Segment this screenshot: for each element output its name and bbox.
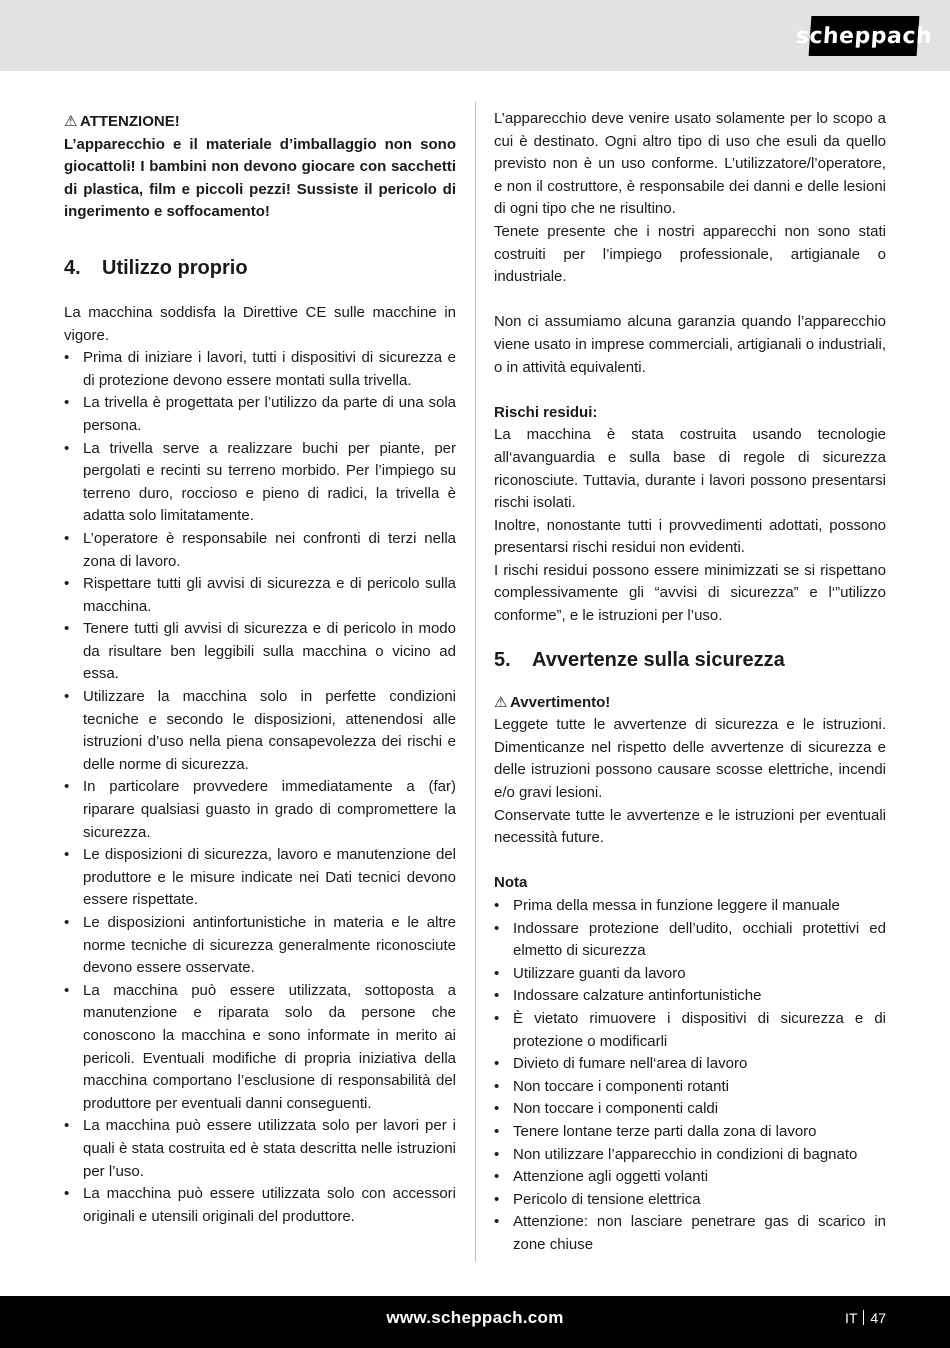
list-item: • Le disposizioni di sicurezza, lavoro e manutenzione del produttore e le misure indicate nei Dati tecnici devono essere rispettate. (64, 846, 456, 909)
list-item: • È vietato rimuovere i dispositivi di sicurezza e di protezione o modificarli (494, 1009, 886, 1050)
column-divider (475, 102, 476, 1262)
warning-title: ATTENZIONE! (80, 113, 180, 130)
list-item: • Indossare protezione dell’udito, occhiali protettivi ed elmetto di sicurezza (494, 919, 886, 960)
bullet: • (494, 964, 500, 982)
list-item: • In particolare provvedere immediatamente a (far) riparare qualsiasi guasto in grado di compromettere la sicurezza. (64, 778, 456, 841)
list-item: • Pericolo di tensione elettrica (494, 1189, 886, 1212)
bullet: • (64, 1185, 70, 1203)
list-item: • La trivella serve a realizzare buchi per piante, per pergolati e recinti su terreno morbido. Per l’impiego su terreno duro, roccioso e pieno di radici, la trivella è adatta solo limitatamente. (64, 439, 456, 525)
page-indicator (845, 1310, 886, 1326)
list-item: • La macchina può essere utilizzata, sottoposta a manutenzione e riparata solo da persone che conoscono la macchina e sono informate in merito ai pericoli. Eventuali modifiche di propria iniziativa della macchina comportano l’esclusione di responsabilità del produttore per eventuali danni conseguenti. (64, 981, 456, 1112)
right-column (494, 108, 886, 1257)
section-number: 4. (64, 256, 81, 279)
bullet: • (64, 439, 70, 457)
bullet: • (64, 778, 70, 796)
note-heading: Nota (494, 874, 528, 892)
page-number: 47 (870, 1310, 886, 1326)
warning-heading (64, 111, 456, 134)
list-item: • Tenere lontane terze parti dalla zona di lavoro (494, 1121, 886, 1144)
bullet: • (64, 1117, 70, 1135)
section-number: 5. (494, 648, 511, 671)
language-code: IT (844, 1310, 858, 1326)
list-item: • Attenzione: non lasciare penetrare gas di scarico in zone chiuse (494, 1213, 886, 1253)
list-item: • Tenere tutti gli avvisi di sicurezza e di pericolo in modo da risultare ben leggibili sulla macchina o vicino ad essa. (64, 620, 456, 683)
bullet: • (64, 575, 70, 593)
list-item: • Non toccare i componenti rotanti (494, 1076, 886, 1099)
residual-risks-heading: Rischi residui: (494, 403, 598, 421)
list-item: • Prima di iniziare i lavori, tutti i dispositivi di sicurezza e di protezione devono essere montati sulla trivella. (64, 349, 456, 389)
warning-title: Avvertimento! (510, 693, 611, 711)
warning-triangle-icon: ⚠ (494, 693, 508, 711)
section-4-heading (64, 255, 456, 281)
note-list (494, 895, 886, 1257)
list-item: • Utilizzare guanti da lavoro (494, 963, 886, 986)
warning-triangle-icon: ⚠ (64, 113, 78, 130)
bullet: • (494, 1145, 500, 1163)
list-item: • Non toccare i componenti caldi (494, 1098, 886, 1121)
bullet: • (64, 981, 70, 999)
residual-risks-paragraph-3: I rischi residui possono essere minimizzati se si rispettano complessivamente gli “avvisi di sicurezza” e l‘”utilizzo conforme”, e le istruzioni per l’uso. (494, 561, 886, 625)
bullet: • (494, 987, 500, 1005)
bullet: • (494, 919, 500, 937)
list-item: • Utilizzare la macchina solo in perfette condizioni tecniche e secondo le disposizioni, attenendosi alle istruzioni d’uso nella piena consapevolezza dei rischi e delle norme di sicurezza. (64, 688, 456, 773)
bullet: • (64, 349, 70, 367)
bullet: • (494, 897, 500, 914)
bullet: • (64, 914, 70, 931)
residual-risks-paragraph-1: La macchina è stata costruita usando tecnologie all‘avanguardia e sulla base di regole di sicurezza riconosciute. Tuttavia, durante i lavori possono presentarsi rischi isolati. (494, 426, 886, 512)
list-item: • La macchina può essere utilizzata solo con accessori originali e utensili originali del produttore. (64, 1185, 456, 1225)
bullet: • (494, 1213, 500, 1231)
list-item: • Prima della messa in funzione leggere il manuale (494, 895, 886, 918)
bullet: • (494, 1122, 500, 1140)
list-item: • Indossare calzature antinfortunistiche (494, 985, 886, 1008)
warning-heading (494, 692, 886, 715)
section-title: Utilizzo proprio (102, 256, 248, 279)
warning-paragraph-2: Conservate tutte le avvertenze e le istruzioni per eventuali necessità future. (494, 806, 886, 847)
bullet: • (64, 620, 70, 638)
usage-paragraph-2: Tenete presente che i nostri apparecchi non sono stati costruiti per l’impiego professionale, artigianale o industriale. (494, 222, 886, 286)
bullet: • (494, 1009, 500, 1027)
residual-risks-paragraph-2: Inoltre, nonostante tutti i provvedimenti adottati, possono presentarsi rischi residui non evidenti. (494, 516, 886, 557)
list-item: • La macchina può essere utilizzata solo per lavori per i quali è stata costruita ed è stata descritta nelle istruzioni per l’uso. (64, 1117, 456, 1180)
list-item: • Rispettare tutti gli avvisi di sicurezza e di pericolo sulla macchina. (64, 575, 456, 615)
warning-paragraph-1: Leggete tutte le avvertenze di sicurezza e le istruzioni. Dimenticanze nel rispetto delle avvertenze di sicurezza e delle istruzioni possono causare scosse elettriche, incendi e/o gravi lesioni. (494, 716, 886, 802)
footer-bar (0, 1296, 950, 1348)
bullet: • (64, 529, 70, 547)
brand-logo: scheppach (809, 16, 920, 56)
website-link[interactable]: www.scheppach.com (386, 1308, 564, 1327)
list-item: • La trivella è progettata per l’utilizzo da parte di una sola persona. (64, 394, 456, 434)
bullet: • (64, 846, 70, 864)
bullet: • (494, 1055, 500, 1073)
left-column (64, 108, 456, 1228)
section-title: Avvertenze sulla sicurezza (532, 648, 785, 671)
intro-paragraph: La macchina soddisfa la Direttive CE sulle macchine in vigore. (64, 303, 456, 344)
usage-paragraph-1: L’apparecchio deve venire usato solamente per lo scopo a cui è destinato. Ogni altro tipo di uso che esuli da quello previsto non è un uso conforme. L’utilizzatore/l’operatore, e non il costruttore, è responsabile dei danni e delle lesioni di ogni tipo che ne risultino. (494, 110, 886, 218)
list-item: • Divieto di fumare nell‘area di lavoro (494, 1053, 886, 1076)
list-item: • L’operatore è responsabile nei confronti di terzi nella zona di lavoro. (64, 529, 456, 570)
list-item: • Non utilizzare l’apparecchio in condizioni di bagnato (494, 1144, 886, 1167)
bullet: • (494, 1077, 500, 1095)
bullet: • (494, 1100, 500, 1118)
list-item: • Attenzione agli oggetti volanti (494, 1166, 886, 1189)
list-item: • Le disposizioni antinfortunistiche in materia e le altre norme tecniche di sicurezza generalmente riconosciute devono essere osservate. (64, 914, 456, 977)
usage-list (64, 347, 456, 1228)
bullet: • (64, 688, 70, 706)
bullet: • (64, 394, 70, 412)
section-5-heading (494, 647, 886, 673)
bullet: • (494, 1168, 500, 1186)
usage-paragraph-3: Non ci assumiamo alcuna garanzia quando l’apparecchio viene usato in imprese commerciali, artigianali o industriali, o in attività equivalenti. (494, 313, 886, 376)
warning-text: L’apparecchio e il materiale d’imballaggio non sono giocattoli! I bambini non devono giocare con sacchetti di plastica, film e piccoli pezzi! Sussiste il pericolo di ingerimento e soffocamento! (64, 135, 456, 221)
bullet: • (494, 1190, 500, 1208)
